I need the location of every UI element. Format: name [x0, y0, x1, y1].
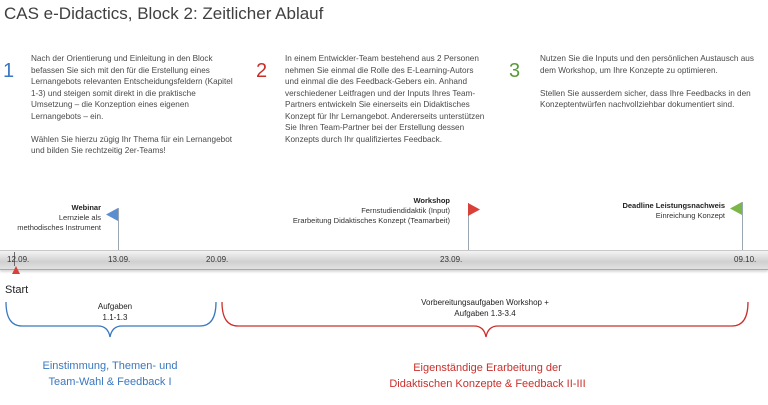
- milestone-workshop-heading: Workshop: [413, 196, 450, 205]
- task-label-line: Vorbereitungsaufgaben Workshop +: [421, 298, 549, 307]
- milestone-workshop: [250, 196, 450, 226]
- bracket-phase-2-path: [222, 302, 748, 337]
- step-3-paragraph: Nutzen Sie die Inputs und den persönlichen Austausch aus dem Workshop, um Ihre Konzepte zu optimieren.: [540, 54, 754, 75]
- phase-label-line: Einstimmung, Themen- und: [42, 360, 178, 372]
- bracket-phase-1: [4, 300, 220, 340]
- step-3-paragraph: Stellen Sie ausserdem sicher, dass Ihre Feedbacks in den Konzeptentwürfen nachvollziehbar dokumentiert sind.: [540, 88, 751, 109]
- step-3-text: [540, 53, 754, 111]
- task-label-line: 1.1-1.3: [102, 312, 128, 322]
- phase-label-line: Didaktischen Konzepte & Feedback II-III: [389, 378, 586, 390]
- milestone-webinar-flag-icon: [106, 208, 119, 222]
- milestone-deadline-flag-icon: [730, 202, 743, 216]
- task-label-line: Aufgaben 1.3-3.4: [454, 308, 516, 318]
- phase-label-line: Eigenständige Erarbeitung der: [413, 362, 562, 374]
- page-title: CAS e-Didactics, Block 2: Zeitlicher Ablauf: [4, 4, 324, 23]
- step-2-paragraph: In einem Entwickler-Team bestehend aus 2 Personen nehmen Sie einmal die Rolle des E-Learning-Autors und einmal die des Feedback-Gebers ein. Anhand verschiedener Leitfragen und der Inputs Ihres Team-Partners entwickeln Sie einerseits ein Didaktisches Konzept für Ihr Lernangebot. Andererseits unterstützen Sie Ihren Team-Partner bei der Erstellung dessen Konzepts durch Ihr qualifiziertes Feedback.: [285, 54, 485, 144]
- bracket-phase-2: [220, 300, 754, 340]
- milestone-deadline-flag-shape: [730, 202, 742, 215]
- bracket-phase-1-path: [6, 302, 216, 337]
- step-2-number: 2: [256, 60, 268, 82]
- milestone-workshop-line: Erarbeitung Didaktisches Konzept (Teamarbeit): [292, 216, 450, 225]
- step-1-number: 1: [3, 60, 15, 82]
- step-1-paragraph: Nach der Orientierung und Einleitung in den Block befassen Sie sich mit den für die Erstellung eines Lernangebots relevanten Entscheidungsfeldern (Kapitel 1-3) und steigen somit direkt in die praktische Umsetzung – die Konzeption eines eigenen Lernangebots – ein.: [31, 54, 233, 121]
- phase-label-line: Team-Wahl & Feedback I: [48, 376, 172, 388]
- milestone-deadline: [560, 201, 725, 221]
- timeline-date: 23.09.: [440, 255, 463, 264]
- phase-label-1: [20, 358, 200, 390]
- milestone-deadline-heading: Deadline Leistungsnachweis: [622, 201, 725, 210]
- step-2-text: [285, 53, 485, 145]
- milestone-workshop-flag-shape: [468, 203, 480, 216]
- timeline-date: 12.09.: [7, 255, 30, 264]
- milestone-deadline-line: Einreichung Konzept: [655, 211, 725, 220]
- start-marker-shape: [12, 266, 20, 274]
- milestone-webinar-line: Lernziele als: [58, 213, 101, 222]
- start-marker-icon: [12, 266, 20, 274]
- phase-label-2: [355, 360, 620, 392]
- milestone-workshop-flag-icon: [468, 203, 481, 217]
- step-1-text: [31, 53, 239, 157]
- timeline-date: 13.09.: [108, 255, 131, 264]
- task-label-line: Aufgaben: [97, 302, 133, 311]
- timeline-date: 20.09.: [206, 255, 229, 264]
- milestone-workshop-line: Fernstudiendidaktik (Input): [361, 206, 450, 215]
- milestone-webinar-line: methodisches Instrument: [17, 223, 101, 232]
- milestone-webinar: [0, 203, 101, 233]
- start-label: Start: [5, 284, 29, 296]
- step-3-number: 3: [509, 60, 521, 82]
- step-1-paragraph: Wählen Sie hierzu zügig Ihr Thema für ein Lernangebot und bilden Sie rechtzeitig 2er-Teams!: [31, 134, 233, 155]
- milestone-webinar-heading: Webinar: [71, 203, 101, 212]
- timeline-date: 09.10.: [734, 255, 757, 264]
- milestone-webinar-flag-shape: [106, 208, 118, 221]
